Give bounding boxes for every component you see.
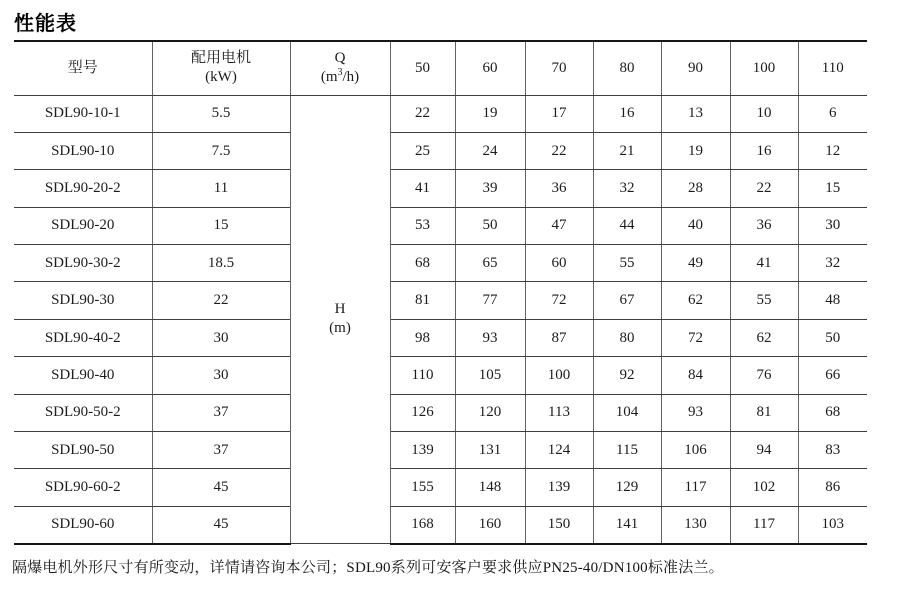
head-value-cell: 50 [455, 207, 525, 244]
head-value-cell: 21 [593, 132, 661, 169]
head-value-cell: 53 [390, 207, 455, 244]
model-cell: SDL90-60 [14, 506, 152, 543]
model-cell: SDL90-10 [14, 132, 152, 169]
head-value-cell: 131 [455, 432, 525, 469]
table-row [14, 170, 867, 207]
head-value-cell: 130 [661, 506, 730, 543]
head-value-cell: 10 [730, 95, 798, 132]
model-cell: SDL90-40 [14, 357, 152, 394]
motor-power-cell: 45 [152, 506, 290, 543]
head-value-cell: 77 [455, 282, 525, 319]
head-value-cell: 141 [593, 506, 661, 543]
motor-power-cell: 37 [152, 394, 290, 431]
head-value-cell: 105 [455, 357, 525, 394]
table-row [14, 469, 867, 506]
col-header-flow: 90 [661, 41, 730, 95]
head-value-cell: 150 [525, 506, 593, 543]
head-value-cell: 19 [455, 95, 525, 132]
head-value-cell: 55 [730, 282, 798, 319]
head-value-cell: 40 [661, 207, 730, 244]
head-value-cell: 68 [798, 394, 867, 431]
col-header-flow: 100 [730, 41, 798, 95]
col-header-motor [152, 41, 290, 95]
head-value-cell: 67 [593, 282, 661, 319]
head-value-cell: 102 [730, 469, 798, 506]
model-cell: SDL90-30 [14, 282, 152, 319]
head-value-cell: 93 [661, 394, 730, 431]
head-value-cell: 6 [798, 95, 867, 132]
head-value-cell: 106 [661, 432, 730, 469]
model-cell: SDL90-50 [14, 432, 152, 469]
motor-power-cell: 37 [152, 432, 290, 469]
head-value-cell: 98 [390, 319, 455, 356]
head-unit-cell [290, 95, 390, 544]
head-value-cell: 104 [593, 394, 661, 431]
col-header-flow: 110 [798, 41, 867, 95]
model-cell: SDL90-50-2 [14, 394, 152, 431]
head-value-cell: 94 [730, 432, 798, 469]
head-value-cell: 117 [730, 506, 798, 543]
head-value-cell: 117 [661, 469, 730, 506]
head-value-cell: 28 [661, 170, 730, 207]
head-value-cell: 25 [390, 132, 455, 169]
head-value-cell: 110 [390, 357, 455, 394]
table-row [14, 132, 867, 169]
head-value-cell: 126 [390, 394, 455, 431]
motor-header-line1: 配用电机 [190, 50, 251, 67]
head-value-cell: 168 [390, 506, 455, 543]
table-row [14, 282, 867, 319]
head-value-cell: 47 [525, 207, 593, 244]
header-row [14, 41, 867, 95]
head-value-cell: 36 [730, 207, 798, 244]
table-row [14, 95, 867, 132]
motor-power-cell: 22 [152, 282, 290, 319]
head-value-cell: 16 [593, 95, 661, 132]
head-value-cell: 148 [455, 469, 525, 506]
head-value-cell: 22 [525, 132, 593, 169]
col-header-model: 型号 [14, 41, 152, 95]
head-value-cell: 32 [798, 245, 867, 282]
head-value-cell: 16 [730, 132, 798, 169]
q-header-unit: $(m^3/h)$ [320, 67, 360, 86]
head-value-cell: 17 [525, 95, 593, 132]
head-value-cell: 92 [593, 357, 661, 394]
head-value-cell: 39 [455, 170, 525, 207]
head-value-cell: 115 [593, 432, 661, 469]
model-cell: SDL90-20-2 [14, 170, 152, 207]
head-value-cell: 83 [798, 432, 867, 469]
head-value-cell: 139 [525, 469, 593, 506]
head-value-cell: 50 [798, 319, 867, 356]
table-row [14, 357, 867, 394]
motor-power-cell: 45 [152, 469, 290, 506]
head-value-cell: 65 [455, 245, 525, 282]
motor-power-cell: 11 [152, 170, 290, 207]
head-value-cell: 68 [390, 245, 455, 282]
head-value-cell: 48 [798, 282, 867, 319]
head-value-cell: 44 [593, 207, 661, 244]
head-value-cell: 22 [730, 170, 798, 207]
motor-power-cell: 30 [152, 357, 290, 394]
head-value-cell: 93 [455, 319, 525, 356]
head-value-cell: 72 [525, 282, 593, 319]
table-row [14, 207, 867, 244]
head-value-cell: 103 [798, 506, 867, 543]
head-value-cell: 100 [525, 357, 593, 394]
q-header-symbol: Q [334, 50, 346, 67]
head-value-cell: 12 [798, 132, 867, 169]
head-value-cell: 155 [390, 469, 455, 506]
performance-table [14, 40, 867, 545]
head-value-cell: 129 [593, 469, 661, 506]
table-row [14, 432, 867, 469]
col-header-flow: 50 [390, 41, 455, 95]
head-value-cell: 15 [798, 170, 867, 207]
head-value-cell: 81 [730, 394, 798, 431]
head-symbol: H [334, 301, 346, 318]
head-value-cell: 36 [525, 170, 593, 207]
head-value-cell: 160 [455, 506, 525, 543]
head-value-cell: 13 [661, 95, 730, 132]
head-value-cell: 62 [730, 319, 798, 356]
col-header-flow: 80 [593, 41, 661, 95]
motor-power-cell: 18.5 [152, 245, 290, 282]
table-row [14, 506, 867, 543]
motor-power-cell: 15 [152, 207, 290, 244]
head-value-cell: 60 [525, 245, 593, 282]
head-value-cell: 124 [525, 432, 593, 469]
motor-header-line2: (kW) [205, 69, 237, 86]
head-value-cell: 41 [730, 245, 798, 282]
page-title: 性能表 [14, 13, 77, 35]
table-row [14, 394, 867, 431]
head-value-cell: 84 [661, 357, 730, 394]
head-value-cell: 86 [798, 469, 867, 506]
head-value-cell: 76 [730, 357, 798, 394]
head-value-cell: 80 [593, 319, 661, 356]
table-row [14, 245, 867, 282]
head-value-cell: 62 [661, 282, 730, 319]
motor-power-cell: 7.5 [152, 132, 290, 169]
motor-power-cell: 30 [152, 319, 290, 356]
head-value-cell: 87 [525, 319, 593, 356]
head-value-cell: 19 [661, 132, 730, 169]
table-row [14, 319, 867, 356]
head-value-cell: 55 [593, 245, 661, 282]
head-value-cell: 81 [390, 282, 455, 319]
col-header-q [290, 41, 390, 95]
head-value-cell: 32 [593, 170, 661, 207]
head-value-cell: 22 [390, 95, 455, 132]
model-cell: SDL90-40-2 [14, 319, 152, 356]
model-cell: SDL90-60-2 [14, 469, 152, 506]
motor-power-cell: 5.5 [152, 95, 290, 132]
col-header-flow: 70 [525, 41, 593, 95]
head-value-cell: 139 [390, 432, 455, 469]
head-value-cell: 113 [525, 394, 593, 431]
head-value-cell: 66 [798, 357, 867, 394]
head-value-cell: 30 [798, 207, 867, 244]
table-body [14, 95, 867, 544]
head-value-cell: 24 [455, 132, 525, 169]
head-value-cell: 49 [661, 245, 730, 282]
footer-note: 隔爆电机外形尺寸有所变动，详情请咨询本公司；SDL90系列可安客户要求供应PN25-40/DN100标准法兰。 [12, 560, 724, 576]
head-unit: (m) [329, 320, 351, 337]
col-header-flow: 60 [455, 41, 525, 95]
model-cell: SDL90-30-2 [14, 245, 152, 282]
head-value-cell: 120 [455, 394, 525, 431]
model-cell: SDL90-20 [14, 207, 152, 244]
head-value-cell: 41 [390, 170, 455, 207]
model-cell: SDL90-10-1 [14, 95, 152, 132]
head-value-cell: 72 [661, 319, 730, 356]
